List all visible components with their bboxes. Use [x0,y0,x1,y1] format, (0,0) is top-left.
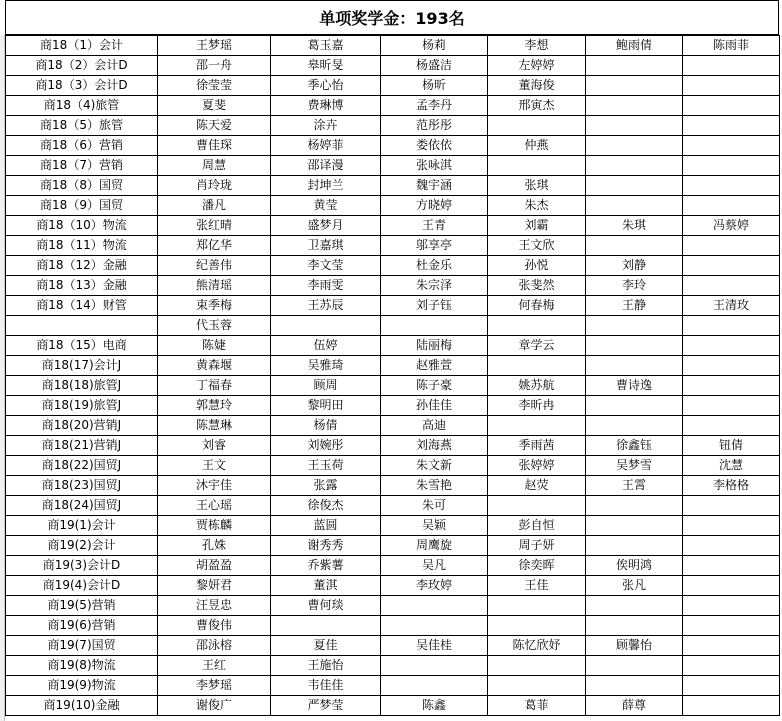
student-name-cell[interactable]: 葛玉嘉 [271,36,381,56]
student-name-cell[interactable]: 仲燕 [488,136,586,156]
student-name-cell[interactable]: 陈子豪 [381,376,488,396]
student-name-cell[interactable]: 曹佳琛 [158,136,271,156]
student-name-cell[interactable]: 丁福春 [158,376,271,396]
student-name-cell[interactable]: 邵一舟 [158,56,271,76]
class-name-cell[interactable]: 商18（2）会计D [6,56,158,76]
student-name-cell[interactable] [683,236,780,256]
student-name-cell[interactable]: 卫嘉琪 [271,236,381,256]
table-row [6,356,780,376]
student-name-cell[interactable]: 左婷婷 [488,56,586,76]
student-name-cell[interactable]: 张婷婷 [488,456,586,476]
student-name-cell[interactable] [586,236,683,256]
student-name-cell[interactable] [683,116,780,136]
class-name-cell[interactable]: 商18(23)国贸J [6,476,158,496]
student-name-cell[interactable]: 封坤兰 [271,176,381,196]
class-name-cell[interactable]: 商18（6）营销 [6,136,158,156]
student-name-cell[interactable]: 李玫婷 [381,576,488,596]
student-name-cell[interactable]: 李文莹 [271,256,381,276]
class-name-cell[interactable] [6,316,158,336]
student-name-cell[interactable]: 曹俊伟 [158,616,271,636]
class-name-cell[interactable]: 商18（5）旅管 [6,116,158,136]
student-name-cell[interactable]: 徐俊杰 [271,496,381,516]
student-name-cell[interactable]: 黄森堰 [158,356,271,376]
student-name-cell[interactable]: 张凡 [586,576,683,596]
sheet-title[interactable]: 单项奖学金：193名 [5,0,779,35]
student-name-cell[interactable]: 孙悦 [488,256,586,276]
student-name-cell[interactable]: 董淇 [271,576,381,596]
student-name-cell[interactable]: 钮倩 [683,436,780,456]
student-name-cell[interactable] [488,356,586,376]
table-row [6,576,780,596]
student-name-cell[interactable] [586,396,683,416]
student-name-cell[interactable]: 潘凡 [158,196,271,216]
student-name-cell[interactable]: 鲍雨倩 [586,36,683,56]
table-row [6,696,780,716]
class-name-cell[interactable]: 商18（9）国贸 [6,196,158,216]
table-row [6,656,780,676]
student-name-cell[interactable]: 孔姝 [158,536,271,556]
student-name-cell[interactable]: 黎明田 [271,396,381,416]
student-name-cell[interactable] [381,616,488,636]
class-name-cell[interactable]: 商19(10)金融 [6,696,158,716]
student-name-cell[interactable]: 熊清瑶 [158,276,271,296]
class-name-cell[interactable]: 商18（7）营销 [6,156,158,176]
student-name-cell[interactable]: 张露 [271,476,381,496]
student-name-cell[interactable] [586,536,683,556]
student-name-cell[interactable]: 伍婷 [271,336,381,356]
student-name-cell[interactable] [586,156,683,176]
class-name-cell[interactable]: 商18（14）财管 [6,296,158,316]
student-name-cell[interactable] [586,596,683,616]
student-name-cell[interactable]: 方晓婷 [381,196,488,216]
class-name-cell[interactable]: 商18（11）物流 [6,236,158,256]
student-name-cell[interactable] [586,676,683,696]
student-name-cell[interactable]: 周子妍 [488,536,586,556]
student-name-cell[interactable]: 季雨茜 [488,436,586,456]
class-name-cell[interactable]: 商19(9)物流 [6,676,158,696]
student-name-cell[interactable]: 盛梦月 [271,216,381,236]
table-row [6,556,780,576]
student-name-cell[interactable] [586,656,683,676]
student-name-cell[interactable]: 周慧 [158,156,271,176]
student-name-cell[interactable]: 邢寅杰 [488,96,586,116]
student-name-cell[interactable] [683,396,780,416]
student-name-cell[interactable] [381,656,488,676]
student-name-cell[interactable]: 季心怡 [271,76,381,96]
student-name-cell[interactable]: 王文 [158,456,271,476]
student-name-cell[interactable]: 赵雅萱 [381,356,488,376]
student-name-cell[interactable]: 范彤彤 [381,116,488,136]
student-name-cell[interactable] [586,356,683,376]
table-row [6,516,780,536]
class-name-cell[interactable]: 商18(19)旅管J [6,396,158,416]
student-name-cell[interactable]: 徐鑫钰 [586,436,683,456]
table-row [6,276,780,296]
student-name-cell[interactable]: 费琳博 [271,96,381,116]
student-name-cell[interactable]: 张琪 [488,176,586,196]
student-name-cell[interactable]: 薛尊 [586,696,683,716]
student-name-cell[interactable] [488,616,586,636]
student-name-cell[interactable]: 李梦瑶 [158,676,271,696]
table-row [6,176,780,196]
student-name-cell[interactable]: 李昕冉 [488,396,586,416]
class-name-cell[interactable]: 商18（13）金融 [6,276,158,296]
table-row [6,296,780,316]
student-name-cell[interactable]: 朱文新 [381,456,488,476]
table-row [6,636,780,656]
student-name-cell[interactable]: 陆丽梅 [381,336,488,356]
class-name-cell[interactable]: 商19(6)营销 [6,616,158,636]
student-name-cell[interactable]: 刘海燕 [381,436,488,456]
student-name-cell[interactable]: 韦佳佳 [271,676,381,696]
student-name-cell[interactable]: 娄依依 [381,136,488,156]
student-name-cell[interactable] [488,676,586,696]
student-name-cell[interactable] [586,136,683,156]
student-name-cell[interactable]: 黄莹 [271,196,381,216]
class-name-cell[interactable]: 商19(5)营销 [6,596,158,616]
student-name-cell[interactable]: 张斐然 [488,276,586,296]
student-name-cell[interactable] [488,656,586,676]
spreadsheet [5,0,779,716]
table-row [6,256,780,276]
student-name-cell[interactable]: 邵译漫 [271,156,381,176]
student-name-cell[interactable]: 王玉荷 [271,456,381,476]
class-name-cell[interactable]: 商18（10）物流 [6,216,158,236]
student-name-cell[interactable]: 涂卉 [271,116,381,136]
student-name-cell[interactable] [683,556,780,576]
student-name-cell[interactable]: 孟李丹 [381,96,488,116]
class-name-cell[interactable]: 商19(4)会计D [6,576,158,596]
student-name-cell[interactable]: 王施怡 [271,656,381,676]
student-name-cell[interactable]: 朱雪艳 [381,476,488,496]
student-name-cell[interactable]: 纪善伟 [158,256,271,276]
class-name-cell[interactable]: 商19(1)会计 [6,516,158,536]
student-name-cell[interactable]: 蓝圆 [271,516,381,536]
student-name-cell[interactable] [488,496,586,516]
student-name-cell[interactable]: 徐奕晖 [488,556,586,576]
student-name-cell[interactable]: 杨昕 [381,76,488,96]
student-name-cell[interactable] [381,596,488,616]
scholarship-table [5,35,780,716]
student-name-cell[interactable]: 王佳 [488,576,586,596]
class-name-cell[interactable]: 商18(21)营销J [6,436,158,456]
student-name-cell[interactable]: 高迪 [381,416,488,436]
table-row [6,236,780,256]
student-name-cell[interactable] [586,116,683,136]
table-row [6,496,780,516]
student-name-cell[interactable]: 王心瑶 [158,496,271,516]
student-name-cell[interactable]: 吴颖 [381,516,488,536]
student-name-cell[interactable] [586,496,683,516]
table-row [6,456,780,476]
student-name-cell[interactable]: 顾馨怡 [586,636,683,656]
class-name-cell[interactable]: 商18(17)会计J [6,356,158,376]
student-name-cell[interactable] [683,516,780,536]
student-name-cell[interactable]: 朱琪 [586,216,683,236]
student-name-cell[interactable]: 徐莹莹 [158,76,271,96]
student-name-cell[interactable] [586,56,683,76]
class-name-cell[interactable]: 商18（3）会计D [6,76,158,96]
table-body [6,36,780,716]
student-name-cell[interactable] [586,76,683,96]
table-row [6,196,780,216]
class-name-cell[interactable]: 商18（15）电商 [6,336,158,356]
student-name-cell[interactable]: 束季梅 [158,296,271,316]
table-row [6,316,780,336]
student-name-cell[interactable]: 杜金乐 [381,256,488,276]
table-row [6,336,780,356]
student-name-cell[interactable]: 吴佳桂 [381,636,488,656]
student-name-cell[interactable]: 李玲 [586,276,683,296]
class-name-cell[interactable]: 商18（1）会计 [6,36,158,56]
student-name-cell[interactable]: 陈慧琳 [158,416,271,436]
student-name-cell[interactable]: 沈慧 [683,456,780,476]
table-row [6,676,780,696]
class-name-cell[interactable]: 商19(2)会计 [6,536,158,556]
student-name-cell[interactable]: 夏斐 [158,96,271,116]
student-name-cell[interactable]: 王霄 [586,476,683,496]
student-name-cell[interactable] [683,336,780,356]
table-row [6,436,780,456]
student-name-cell[interactable]: 何春梅 [488,296,586,316]
student-name-cell[interactable]: 肖玲珑 [158,176,271,196]
student-name-cell[interactable] [683,696,780,716]
student-name-cell[interactable]: 曹何琰 [271,596,381,616]
student-name-cell[interactable]: 夏佳 [271,636,381,656]
student-name-cell[interactable] [683,536,780,556]
student-name-cell[interactable] [586,196,683,216]
student-name-cell[interactable]: 郭慧玲 [158,396,271,416]
student-name-cell[interactable] [381,676,488,696]
student-name-cell[interactable] [683,356,780,376]
table-row [6,476,780,496]
student-name-cell[interactable]: 王红 [158,656,271,676]
table-row [6,416,780,436]
student-name-cell[interactable]: 葛菲 [488,696,586,716]
class-name-cell[interactable]: 商18(20)营销J [6,416,158,436]
student-name-cell[interactable] [683,96,780,116]
student-name-cell[interactable]: 刘睿 [158,436,271,456]
student-name-cell[interactable]: 陈婕 [158,336,271,356]
student-name-cell[interactable] [683,56,780,76]
student-name-cell[interactable] [488,156,586,176]
student-name-cell[interactable] [488,416,586,436]
student-name-cell[interactable]: 谢俊广 [158,696,271,716]
student-name-cell[interactable]: 黎妍君 [158,576,271,596]
table-row [6,116,780,136]
student-name-cell[interactable]: 刘子钰 [381,296,488,316]
student-name-cell[interactable] [586,616,683,636]
student-name-cell[interactable]: 王静 [586,296,683,316]
student-name-cell[interactable]: 吴梦雪 [586,456,683,476]
table-row [6,56,780,76]
student-name-cell[interactable] [271,316,381,336]
student-name-cell[interactable]: 刘婉彤 [271,436,381,456]
table-row [6,136,780,156]
student-name-cell[interactable]: 谢秀秀 [271,536,381,556]
student-name-cell[interactable]: 魏宇涵 [381,176,488,196]
class-name-cell[interactable]: 商18(18)旅管J [6,376,158,396]
student-name-cell[interactable]: 皋昕旻 [271,56,381,76]
student-name-cell[interactable] [683,416,780,436]
student-name-cell[interactable]: 董海俊 [488,76,586,96]
student-name-cell[interactable] [683,136,780,156]
student-name-cell[interactable] [586,416,683,436]
student-name-cell[interactable] [683,316,780,336]
student-name-cell[interactable]: 代玉蓉 [158,316,271,336]
student-name-cell[interactable] [683,376,780,396]
student-name-cell[interactable]: 王梦瑶 [158,36,271,56]
student-name-cell[interactable]: 郑亿华 [158,236,271,256]
student-name-cell[interactable] [683,256,780,276]
table-row [6,216,780,236]
student-name-cell[interactable] [683,596,780,616]
class-name-cell[interactable]: 商18(24)国贸J [6,496,158,516]
table-row [6,76,780,96]
student-name-cell[interactable] [586,336,683,356]
table-row [6,96,780,116]
student-name-cell[interactable]: 朱杰 [488,196,586,216]
student-name-cell[interactable]: 李雨雯 [271,276,381,296]
student-name-cell[interactable] [683,176,780,196]
student-name-cell[interactable]: 吴凡 [381,556,488,576]
student-name-cell[interactable]: 章学云 [488,336,586,356]
student-name-cell[interactable]: 刘静 [586,256,683,276]
student-name-cell[interactable]: 王清玫 [683,296,780,316]
student-name-cell[interactable]: 王苏辰 [271,296,381,316]
student-name-cell[interactable]: 李格格 [683,476,780,496]
student-name-cell[interactable]: 邬享亭 [381,236,488,256]
student-name-cell[interactable] [683,196,780,216]
student-name-cell[interactable] [683,576,780,596]
student-name-cell[interactable]: 陈天爱 [158,116,271,136]
class-name-cell[interactable]: 商19(8)物流 [6,656,158,676]
student-name-cell[interactable] [488,316,586,336]
class-name-cell[interactable]: 商18（4)旅管 [6,96,158,116]
student-name-cell[interactable]: 赵荧 [488,476,586,496]
student-name-cell[interactable] [586,96,683,116]
class-name-cell[interactable]: 商19(3)会计D [6,556,158,576]
student-name-cell[interactable]: 冯蔡婷 [683,216,780,236]
student-name-cell[interactable]: 沐宇佳 [158,476,271,496]
student-name-cell[interactable]: 孙佳佳 [381,396,488,416]
student-name-cell[interactable]: 陈雨菲 [683,36,780,56]
table-row [6,396,780,416]
class-name-cell[interactable]: 商18(22)国贸J [6,456,158,476]
student-name-cell[interactable]: 姚苏航 [488,376,586,396]
student-name-cell[interactable]: 朱可 [381,496,488,516]
table-row [6,596,780,616]
student-name-cell[interactable] [683,676,780,696]
student-name-cell[interactable]: 吴雅琦 [271,356,381,376]
table-row [6,156,780,176]
student-name-cell[interactable] [586,316,683,336]
student-name-cell[interactable] [271,616,381,636]
student-name-cell[interactable]: 杨婷菲 [271,136,381,156]
student-name-cell[interactable]: 朱宗泽 [381,276,488,296]
student-name-cell[interactable] [381,316,488,336]
table-row [6,616,780,636]
student-name-cell[interactable]: 杨莉 [381,36,488,56]
student-name-cell[interactable]: 王青 [381,216,488,236]
class-name-cell[interactable]: 商18（12）金融 [6,256,158,276]
student-name-cell[interactable]: 胡盈盈 [158,556,271,576]
student-name-cell[interactable] [683,76,780,96]
student-name-cell[interactable] [683,616,780,636]
student-name-cell[interactable] [683,636,780,656]
student-name-cell[interactable] [683,656,780,676]
class-name-cell[interactable]: 商18（8）国贸 [6,176,158,196]
student-name-cell[interactable]: 李想 [488,36,586,56]
table-row [6,36,780,56]
student-name-cell[interactable]: 杨盛洁 [381,56,488,76]
student-name-cell[interactable]: 邵泳榕 [158,636,271,656]
student-name-cell[interactable] [683,496,780,516]
student-name-cell[interactable]: 王文欣 [488,236,586,256]
student-name-cell[interactable] [488,596,586,616]
student-name-cell[interactable] [683,156,780,176]
student-name-cell[interactable]: 曹诗逸 [586,376,683,396]
class-name-cell[interactable]: 商19(7)国贸 [6,636,158,656]
student-name-cell[interactable] [683,276,780,296]
student-name-cell[interactable]: 顾周 [271,376,381,396]
student-name-cell[interactable] [586,176,683,196]
student-name-cell[interactable]: 张咏淇 [381,156,488,176]
student-name-cell[interactable]: 俟明鸿 [586,556,683,576]
student-name-cell[interactable]: 贾栋麟 [158,516,271,536]
student-name-cell[interactable]: 张红晴 [158,216,271,236]
student-name-cell[interactable] [586,516,683,536]
student-name-cell[interactable]: 陈忆欣妤 [488,636,586,656]
student-name-cell[interactable]: 乔紫薯 [271,556,381,576]
student-name-cell[interactable]: 彭自恒 [488,516,586,536]
table-row [6,376,780,396]
table-row [6,536,780,556]
student-name-cell[interactable]: 陈鑫 [381,696,488,716]
student-name-cell[interactable] [488,116,586,136]
student-name-cell[interactable]: 刘霸 [488,216,586,236]
student-name-cell[interactable]: 杨倩 [271,416,381,436]
student-name-cell[interactable]: 严梦莹 [271,696,381,716]
student-name-cell[interactable]: 汪昱忠 [158,596,271,616]
student-name-cell[interactable]: 周鹰旋 [381,536,488,556]
